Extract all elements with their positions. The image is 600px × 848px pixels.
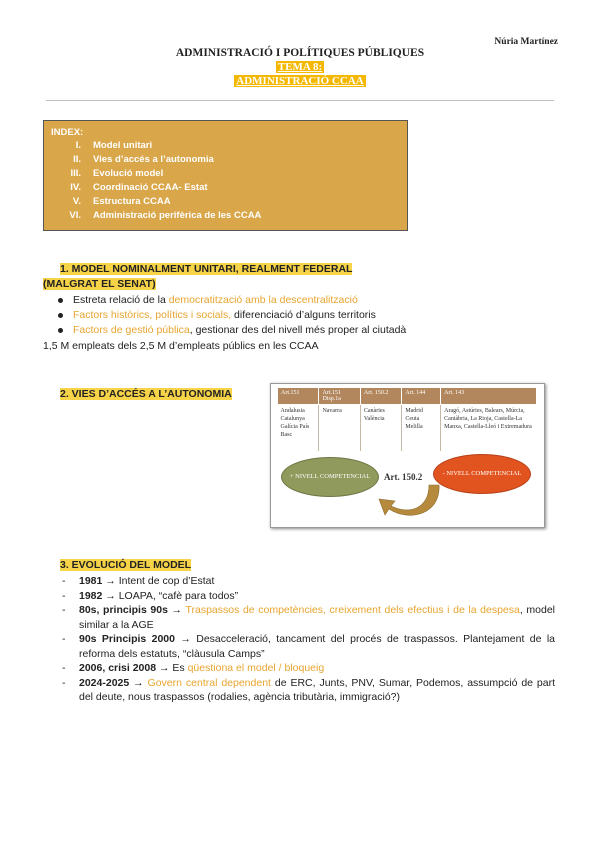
timeline-item: - 2024-2025 → Govern central dependent de ERC, Junts, PNV, Sumar, Podemos, assumpció de part del deute, nous traspassos (rodalies, agència tributària, immigració?) (58, 676, 555, 705)
list-item: Factors històrics, polítics i socials, diferenciació d’alguns territoris (58, 308, 538, 323)
timeline-item: - 80s, principis 90s → Traspassos de competències, creixement dels efectius i de la despesa, model similar a la AGE (58, 603, 555, 632)
index-box (43, 120, 408, 231)
list-item: Estreta relació de la democratització amb la descentralització (58, 293, 538, 308)
author-name: Núria Martínez (494, 37, 558, 47)
index-item: V. Estructura CCAA (72, 196, 171, 207)
section1-subheading: (MALGRAT EL SENAT) (43, 278, 156, 290)
timeline-item: - 1981 → Intent de cop d’Estat (58, 574, 555, 589)
table-header: Art. 143 (441, 388, 537, 405)
topic-number: TEMA 8: (277, 61, 323, 73)
table-cell: Andalusia Catalunya Galícia País Basc (278, 405, 319, 452)
document-title: ADMINISTRACIÓ I POLÍTIQUES PÚBLIQUES (175, 47, 425, 59)
table-cell: Aragó, Astúries, Balears, Múrcia, Cantàbria, La Rioja, Castella-La Manxa, Castella-Lleó i Extremadura (441, 405, 537, 452)
timeline-item: - 90s Principis 2000 → Desacceleració, tancament del procés de traspassos. Plantejament de la reforma dels estatuts, “clàusula Camps” (58, 632, 555, 661)
section1-bullets (58, 293, 538, 338)
timeline-item: - 2006, crisi 2008 → Es qüestiona el model / bloqueig (58, 661, 555, 676)
autonomy-diagram (270, 383, 545, 528)
index-item: II. Vies d’accés a l’autonomia (73, 154, 214, 165)
index-item: I. Model unitari (75, 140, 153, 151)
table-cell: Navarra (319, 405, 360, 452)
table-header: Art. 150.2 (360, 388, 401, 405)
table-header: Art.151 (278, 388, 319, 405)
timeline-list (58, 574, 555, 705)
header-divider (46, 100, 554, 101)
arrow-label: Art. 150.2 (384, 472, 423, 482)
table-header: Art. 144 (402, 388, 441, 405)
index-item: VI. Administració perifèrica de les CCAA (69, 210, 262, 221)
topic-title: ADMINISTRACIÓ CCAA (236, 75, 364, 87)
table-header: Art.151 Disp.1a (319, 388, 360, 405)
index-item: III. Evolució model (70, 168, 164, 179)
section1-heading: 1. MODEL NOMINALMENT UNITARI, REALMENT FEDERAL (60, 263, 353, 275)
index-heading: INDEX: (51, 127, 84, 138)
section2-heading: 2. VIES D’ACCÉS A L’AUTONOMIA (60, 388, 232, 400)
higher-competence-ellipse: + NIVELL COMPETENCIAL (281, 457, 379, 497)
lower-competence-ellipse: - NIVELL COMPETENCIAL (433, 454, 531, 494)
curved-arrow-icon (371, 479, 451, 525)
table-cell: Canàries València (360, 405, 401, 452)
section1-note: 1,5 M empleats dels 2,5 M d’empleats públics en les CCAA (43, 340, 319, 352)
access-table (277, 387, 537, 451)
timeline-item: - 1982 → LOAPA, “cafè para todos” (58, 589, 555, 604)
section3-heading: 3. EVOLUCIÓ DEL MODEL (60, 559, 192, 571)
list-item: Factors de gestió pública, gestionar des del nivell més proper al ciutadà (58, 323, 538, 338)
table-cell: Madrid Ceuta Melilla (402, 405, 441, 452)
index-item: IV. Coordinació CCAA- Estat (70, 182, 208, 193)
